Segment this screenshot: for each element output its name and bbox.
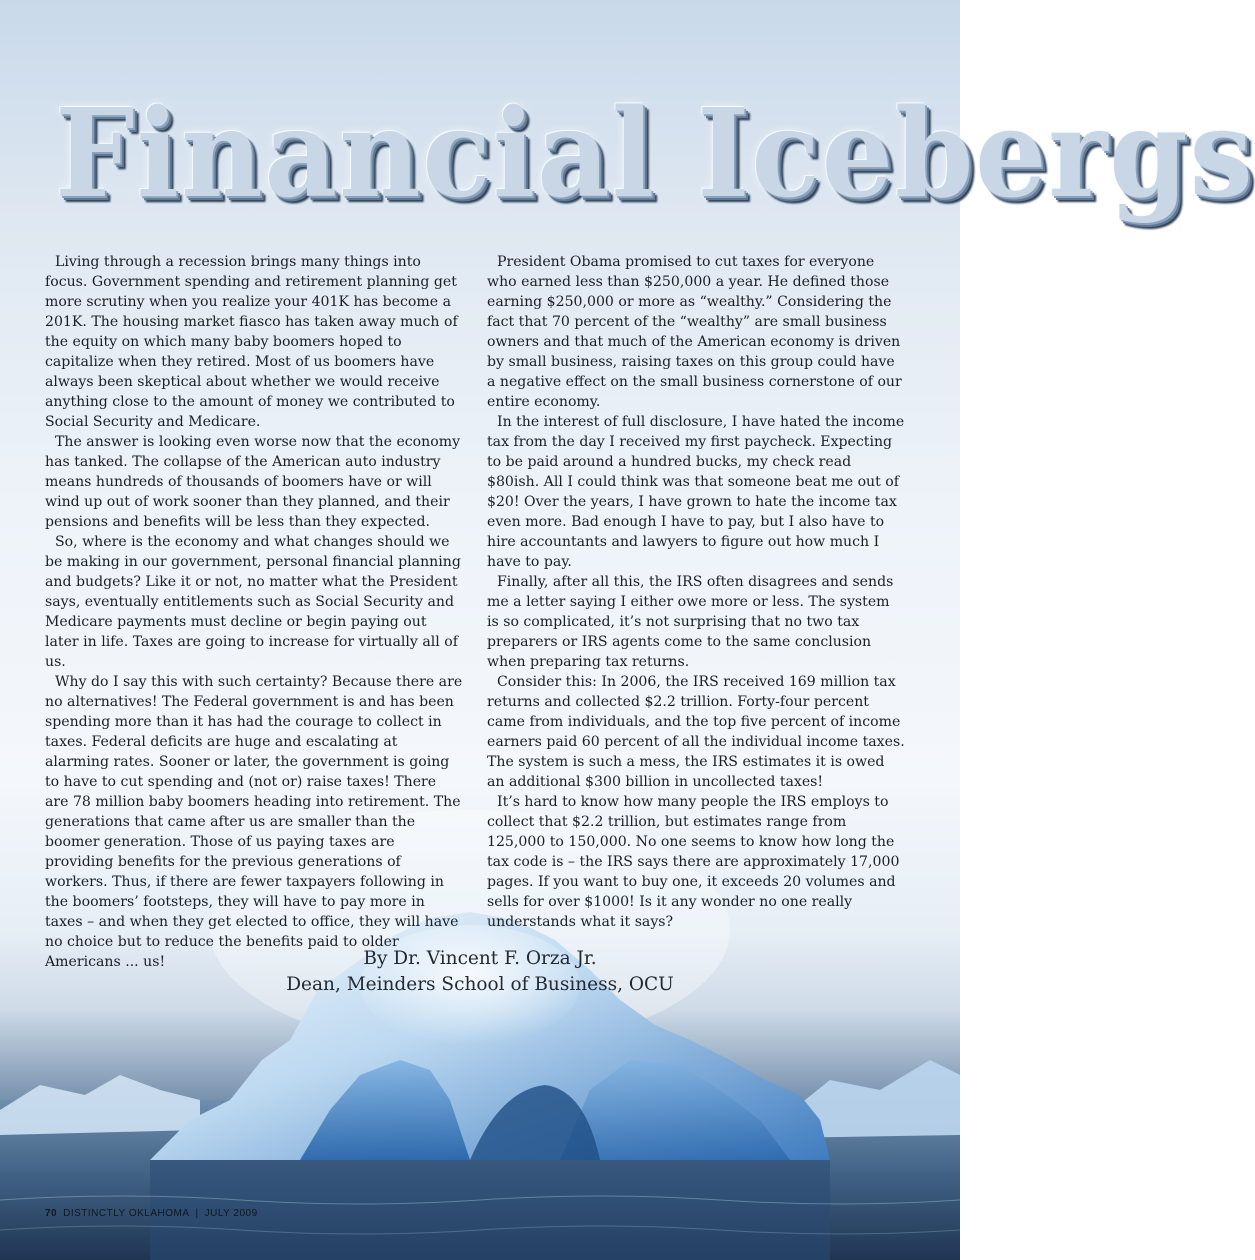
- paragraph: In the interest of full disclosure, I have hated the income tax from the day I received my first paycheck. Expecting to be paid around a hundred bucks, my check read $80ish. All I could think was that someone beat me out of $20! Over the years, I have grown to hate the income tax even more. Bad enough I have to pay, but I also have to hire accountants and lawyers to figure out how much I have to pay.: [487, 414, 905, 570]
- byline: [0, 946, 960, 998]
- publication-name: DISTINCTLY OKLAHOMA: [63, 1208, 190, 1219]
- issue-date: JULY 2009: [204, 1208, 258, 1219]
- paragraph: Consider this: In 2006, the IRS received 169 million tax returns and collected $2.2 trillion. Forty-four percent came from individuals, and the top five percent of income earners paid 60 percent of all the individual income taxes. The system is such a mess, the IRS estimates it is owed an additional $300 billion in uncollected taxes!: [487, 674, 905, 790]
- paragraph: The answer is looking even worse now that the economy has tanked. The collapse of the American auto industry means hundreds of thousands of boomers have or will wind up out of work sooner than they planned, and their pensions and benefits will be less than they expected.: [45, 434, 461, 530]
- paragraph: It’s hard to know how many people the IRS employs to collect that $2.2 trillion, but estimates range from 125,000 to 150,000. No one seems to know how long the tax code is – the IRS says there are approximately 17,000 pages. If you want to buy one, it exceeds 20 volumes and sells for over $1000! Is it any wonder no one really understands what it says?: [487, 794, 900, 930]
- paragraph: So, where is the economy and what changes should we be making in our government, personal financial planning and budgets? Like it or not, no matter what the President says, eventually entitlements such as Social Security and Medicare payments must decline or begin paying out later in life. Taxes are going to increase for virtually all of us.: [45, 534, 461, 670]
- footer-separator: |: [195, 1208, 199, 1219]
- article-column-right: [487, 252, 905, 932]
- paragraph: Finally, after all this, the IRS often disagrees and sends me a letter saying I either owe more or less. The system is so complicated, it’s not surprising that no two tax preparers or IRS agents come to the same conclusion when preparing tax returns.: [487, 574, 894, 670]
- page-footer: [45, 1208, 258, 1219]
- author-title: Dean, Meinders School of Business, OCU: [286, 974, 674, 995]
- page-number: 70: [45, 1208, 58, 1219]
- paragraph: Living through a recession brings many things into focus. Government spending and retirement planning get more scrutiny when you realize your 401K has become a 201K. The housing market fiasco has taken away much of the equity on which many baby boomers hoped to capitalize when they retired. Most of us boomers have always been skeptical about whether we would receive anything close to the amount of money we contributed to Social Security and Medicare.: [45, 254, 458, 430]
- paragraph: President Obama promised to cut taxes for everyone who earned less than $250,000 a year. He defined those earning $250,000 or more as “wealthy.” Considering the fact that 70 percent of the “wealthy” are small business owners and that much of the American economy is driven by small business, raising taxes on this group could have a negative effect on the small business cornerstone of our entire economy.: [487, 254, 902, 410]
- author-name: By Dr. Vincent F. Orza Jr.: [363, 948, 597, 969]
- paragraph: Why do I say this with such certainty? Because there are no alternatives! The Federal government is and has been spending more than it has had the courage to collect in taxes. Federal deficits are huge and escalating at alarming rates. Sooner or later, the government is going to have to cut spending and (not or) raise taxes! There are 78 million baby boomers heading into retirement. The generations that came after us are smaller than the boomer generation. Those of us paying taxes are providing benefits for the previous generations of workers. Thus, if there are fewer taxpayers following in the boomers’ footsteps, they will have to pay more in taxes – and when they get elected to office, they will have no choice but to reduce the benefits paid to older Americans ... us!: [45, 674, 463, 970]
- article-column-left: [45, 252, 463, 972]
- ice-floe-left: [0, 1075, 200, 1135]
- article-title: Financial Icebergs: [55, 81, 1255, 225]
